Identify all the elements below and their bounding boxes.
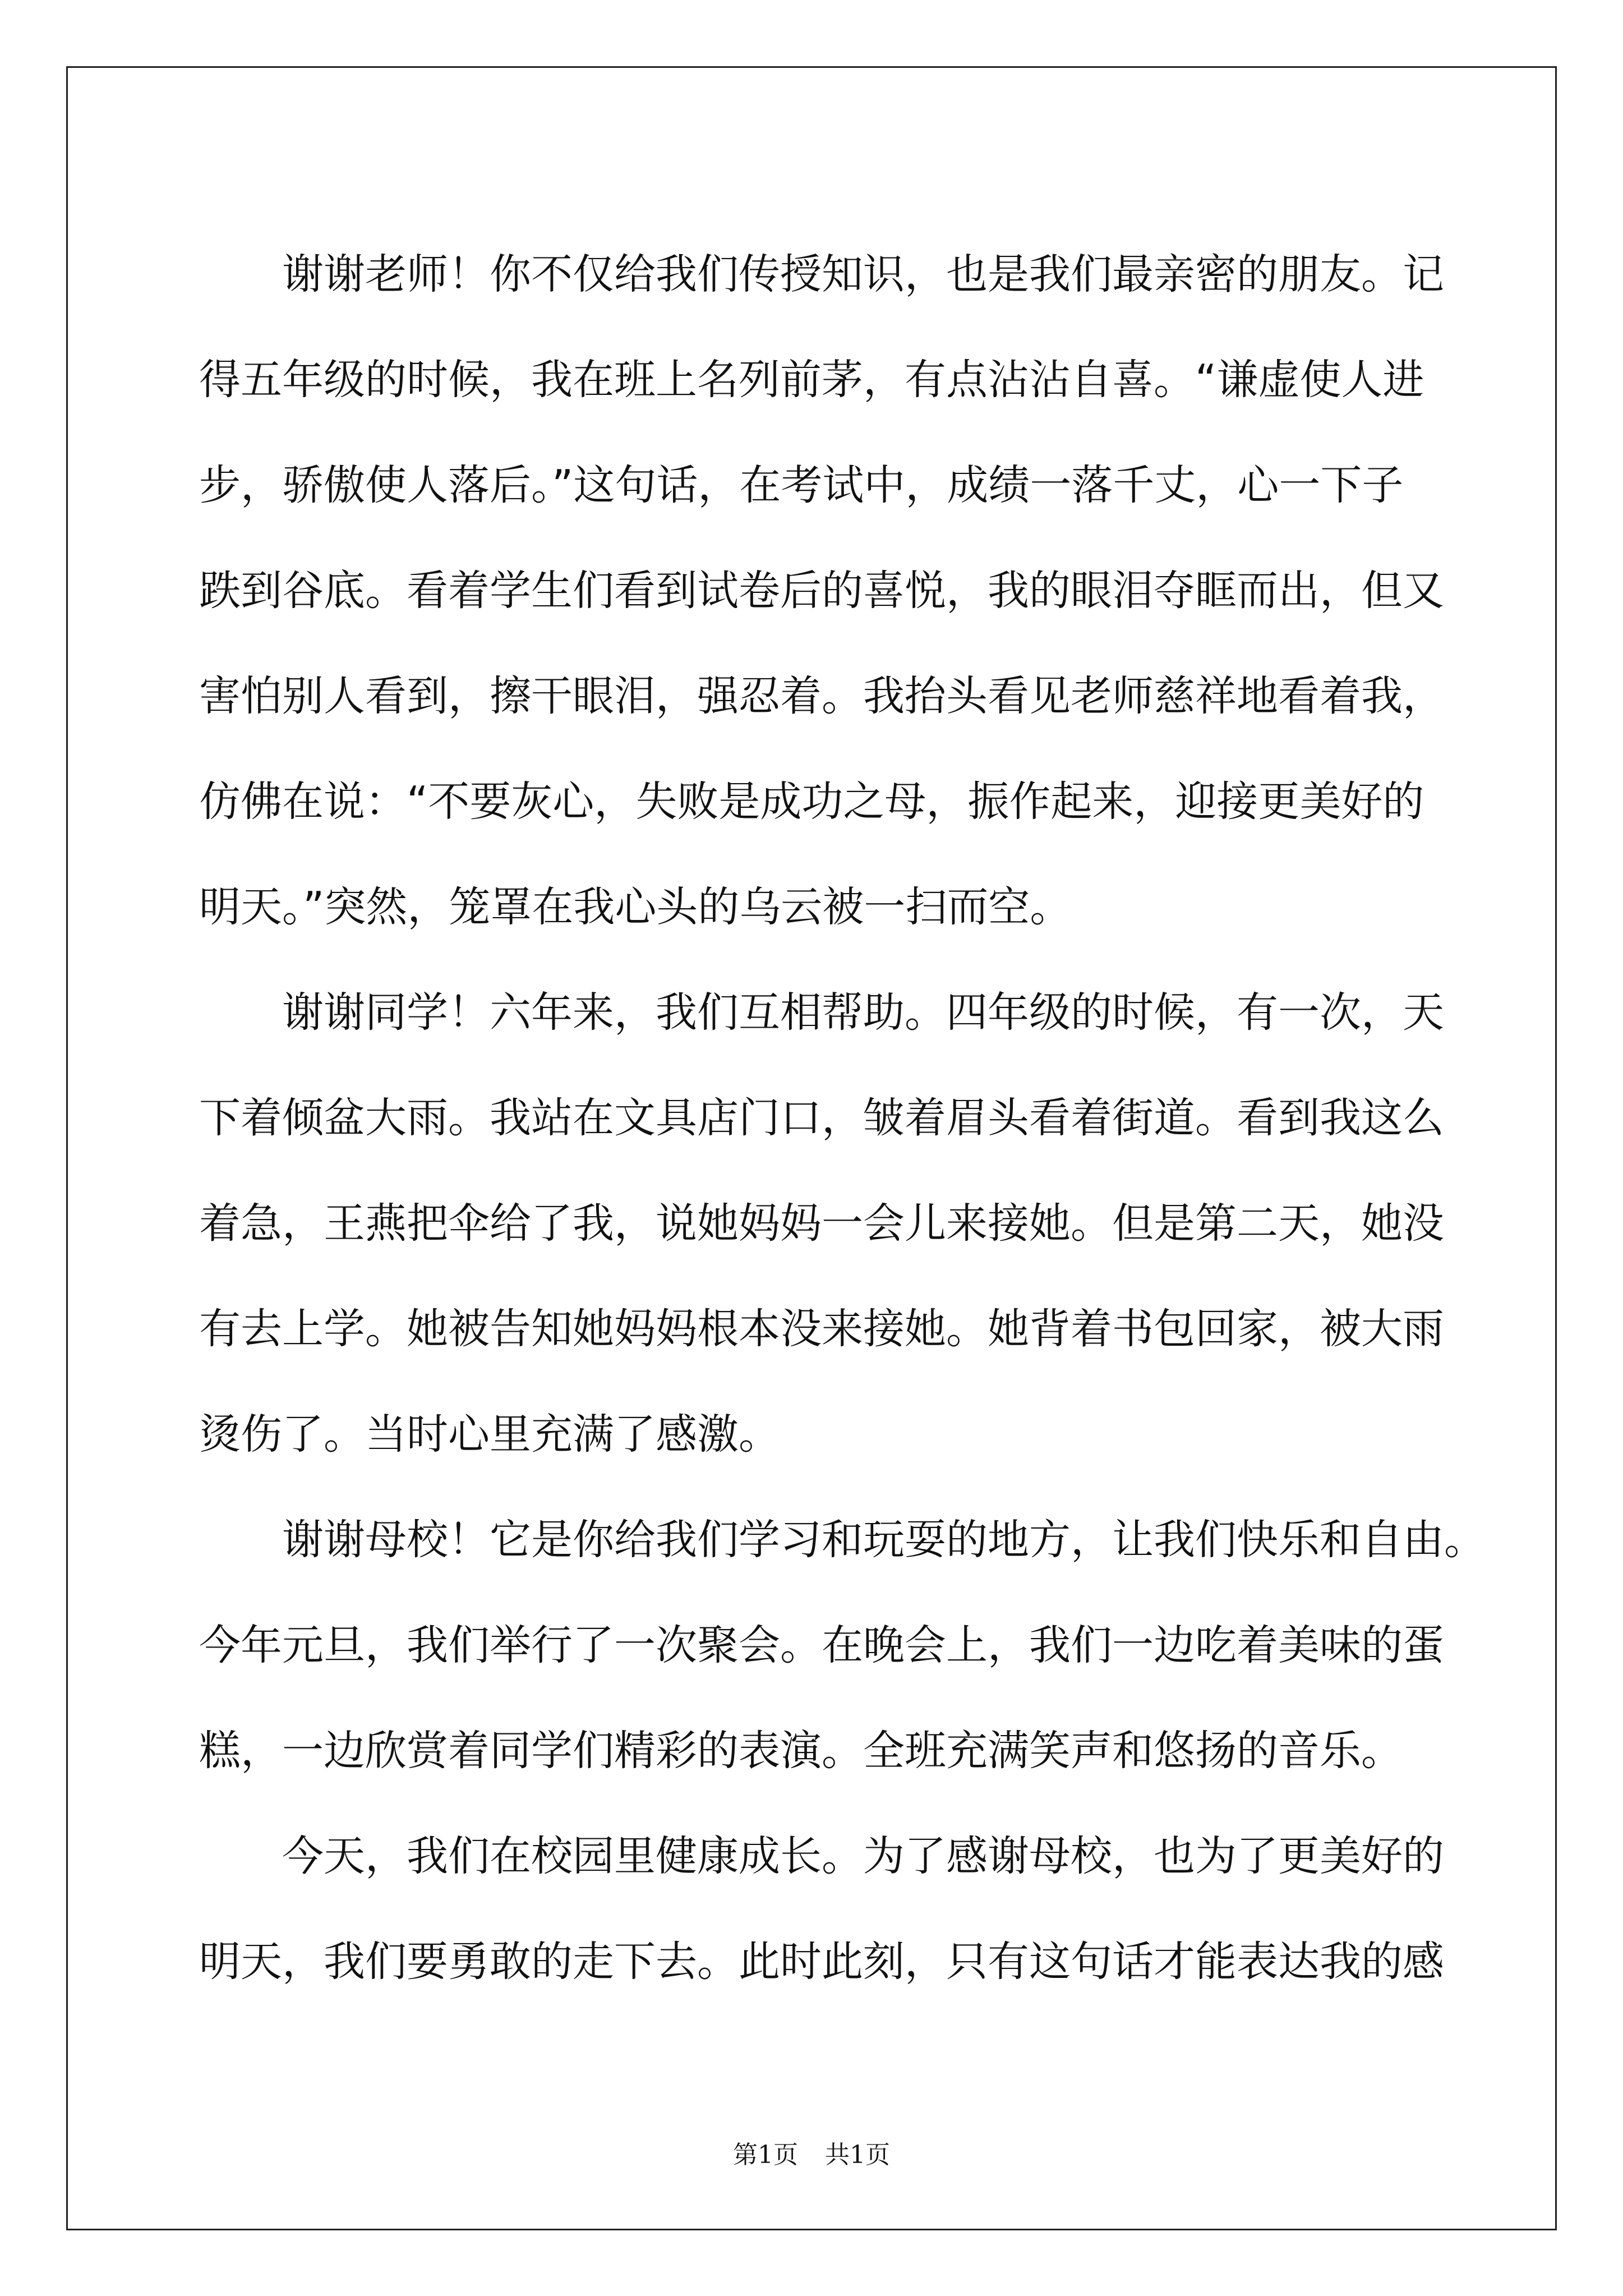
text-line: 谢谢母校！它是你给我们学习和玩耍的地方，让我们快乐和自由。	[282, 1516, 1486, 1564]
text-line: 谢谢老师！你不仅给我们传授知识，也是我们最亲密的朋友。记	[282, 250, 1444, 298]
text-line: 明天，我们要勇敢的走下去。此时此刻，只有这句话才能表达我的感	[199, 1938, 1444, 1986]
text-line: 害怕别人看到，擦干眼泪，强忍着。我抬头看见老师慈祥地看着我，	[199, 672, 1444, 720]
text-line: 步，骄傲使人落后。”这句话，在考试中，成绩一落千丈，心一下子	[199, 461, 1404, 509]
page-footer	[0, 2134, 1623, 2170]
text-line: 下着倾盆大雨。我站在文具店门口，皱着眉头看着街道。看到我这么	[199, 1094, 1444, 1142]
text-line: 着急，王燕把伞给了我，说她妈妈一会儿来接她。但是第二天，她没	[199, 1199, 1444, 1248]
text-line: 今年元旦，我们举行了一次聚会。在晚会上，我们一边吃着美味的蛋	[199, 1621, 1444, 1669]
document-body	[199, 222, 1489, 2014]
text-line: 今天，我们在校园里健康成长。为了感谢母校，也为了更美好的	[282, 1832, 1444, 1880]
text-line: 烫伤了。当时心里充满了感激。	[199, 1410, 780, 1458]
total-pages: 共1页	[825, 2141, 890, 2169]
text-line: 明天。”突然，笼罩在我心头的乌云被一扫而空。	[199, 883, 1072, 931]
page-number: 第1页	[733, 2141, 798, 2169]
text-line: 有去上学。她被告知她妈妈根本没来接她。她背着书包回家，被大雨	[199, 1305, 1444, 1353]
text-line: 跌到谷底。看着学生们看到试卷后的喜悦，我的眼泪夺眶而出，但又	[199, 567, 1444, 615]
text-line: 糕，一边欣赏着同学们精彩的表演。全班充满笑声和悠扬的音乐。	[199, 1727, 1403, 1775]
text-line: 谢谢同学！六年来，我们互相帮助。四年级的时候，有一次，天	[282, 988, 1444, 1037]
text-line: 得五年级的时候，我在班上名列前茅，有点沾沾自喜。“谦虚使人进	[199, 356, 1424, 404]
text-line: 仿佛在说：“不要灰心，失败是成功之母，振作起来，迎接更美好的	[199, 777, 1424, 826]
